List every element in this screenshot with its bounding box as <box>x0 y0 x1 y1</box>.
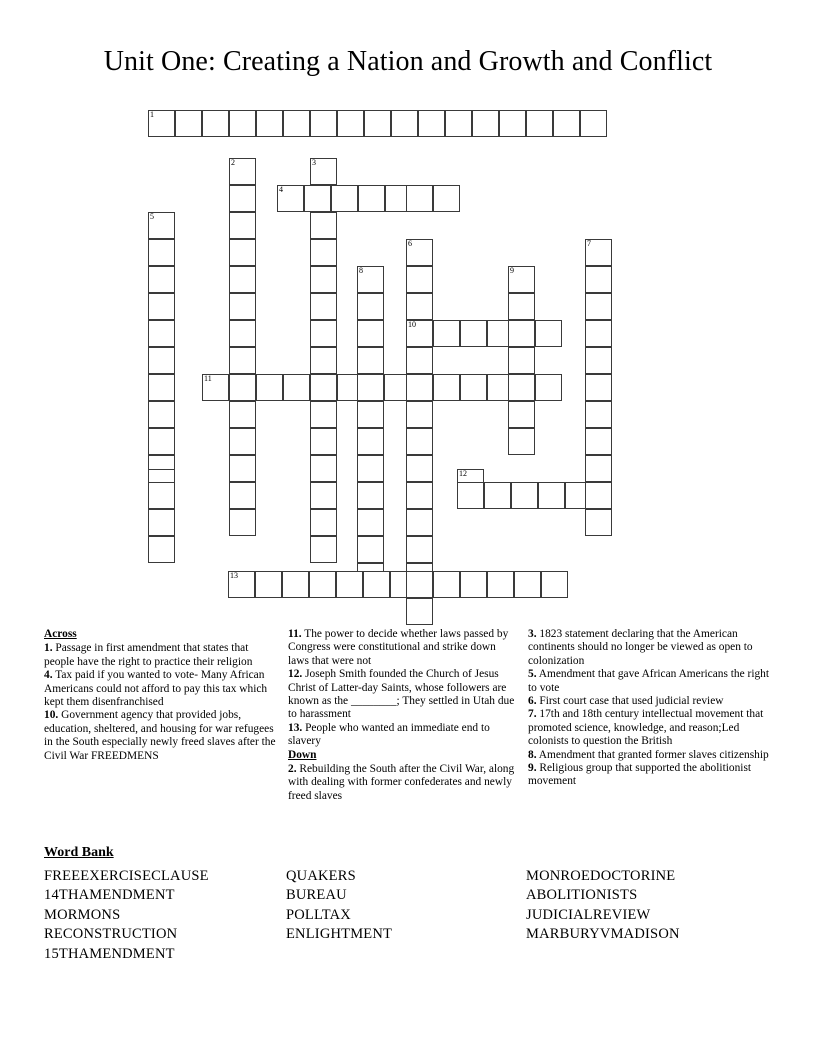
crossword-cell[interactable] <box>310 293 337 320</box>
crossword-cell[interactable] <box>487 571 514 598</box>
crossword-cell[interactable] <box>310 266 337 293</box>
crossword-cell[interactable] <box>508 428 535 455</box>
word-bank-item: 15THAMENDMENT <box>44 945 175 962</box>
word-bank-item: 14THAMENDMENT <box>44 887 175 904</box>
crossword-cell-numbered-3[interactable] <box>310 158 337 185</box>
crossword-cell[interactable] <box>357 374 384 401</box>
crossword-cell[interactable] <box>148 266 175 293</box>
crossword-cell[interactable] <box>406 482 433 509</box>
crossword-cell[interactable] <box>406 455 433 482</box>
crossword-cell[interactable] <box>282 571 309 598</box>
word-bank-item: FREEEXERCISECLAUSE <box>44 868 209 884</box>
word-bank-item: BUREAU <box>286 887 347 904</box>
crossword-cell[interactable] <box>460 374 487 401</box>
crossword-cell[interactable] <box>229 401 256 428</box>
crossword-cell[interactable] <box>310 347 337 374</box>
crossword-cell[interactable] <box>585 401 612 428</box>
crossword-cell[interactable] <box>283 374 310 401</box>
crossword-cell[interactable] <box>406 598 433 625</box>
crossword-cell[interactable] <box>310 509 337 536</box>
crossword-cell[interactable] <box>357 509 384 536</box>
clue-1: 1. Passage in first amendment that states that people have the right to practice their religion <box>44 642 253 668</box>
cell-number-2: 2 <box>231 158 235 167</box>
clues-column-3 <box>528 628 780 789</box>
crossword-cell-numbered-11[interactable] <box>202 374 229 401</box>
clue-number: 7. <box>528 708 537 721</box>
crossword-cell[interactable] <box>304 185 331 212</box>
cell-number-7: 7 <box>587 239 591 248</box>
crossword-cell-numbered-6[interactable] <box>406 239 433 266</box>
crossword-cell[interactable] <box>336 571 363 598</box>
crossword-cell[interactable] <box>357 536 384 563</box>
crossword-cell[interactable] <box>310 320 337 347</box>
word-bank-item: QUAKERS <box>286 868 356 884</box>
clue-number: 13. <box>288 721 303 734</box>
crossword-cell[interactable] <box>526 110 553 137</box>
crossword-cell[interactable] <box>406 401 433 428</box>
crossword-cell[interactable] <box>310 212 337 239</box>
crossword-cell[interactable] <box>514 571 541 598</box>
crossword-cell[interactable] <box>148 482 175 509</box>
word-bank-item: ENLIGHTMENT <box>286 926 393 943</box>
crossword-cell[interactable] <box>418 110 445 137</box>
crossword-cell[interactable] <box>283 110 310 137</box>
cell-number-6: 6 <box>408 239 412 248</box>
crossword-cell[interactable] <box>580 110 607 137</box>
crossword-cell[interactable] <box>229 110 256 137</box>
crossword-cell[interactable] <box>406 347 433 374</box>
crossword-cell-numbered-9[interactable] <box>508 266 535 293</box>
word-bank-item: ABOLITIONISTS <box>526 887 638 904</box>
crossword-cell[interactable] <box>229 320 256 347</box>
crossword-cell[interactable] <box>499 110 526 137</box>
crossword-cell[interactable] <box>445 110 472 137</box>
crossword-cell[interactable] <box>508 401 535 428</box>
word-bank-section <box>44 845 784 987</box>
clue-number: 6. <box>528 695 537 708</box>
crossword-cell[interactable] <box>310 239 337 266</box>
crossword-cell[interactable] <box>585 266 612 293</box>
crossword-cell[interactable] <box>310 401 337 428</box>
cell-number-12: 12 <box>459 469 467 478</box>
crossword-cell[interactable] <box>331 185 358 212</box>
crossword-cell[interactable] <box>229 455 256 482</box>
cell-number-3: 3 <box>312 158 316 167</box>
word-bank-column-1 <box>44 867 209 964</box>
crossword-cell[interactable] <box>229 509 256 536</box>
word-bank-item: POLLTAX <box>286 906 351 923</box>
crossword-cell-numbered-1[interactable] <box>148 110 175 137</box>
crossword-cell-numbered-10[interactable] <box>406 320 433 347</box>
crossword-cell[interactable] <box>511 482 538 509</box>
crossword-cell[interactable] <box>310 455 337 482</box>
crossword-cell[interactable] <box>433 374 460 401</box>
across-heading: Across <box>44 628 77 640</box>
clue-13: 13. People who wanted an immediate end to slavery <box>288 721 490 748</box>
cell-number-11: 11 <box>204 374 212 383</box>
word-bank-heading: Word Bank <box>44 845 114 860</box>
crossword-cell[interactable] <box>538 482 565 509</box>
clue-number: 9. <box>528 762 537 775</box>
crossword-cell-numbered-8[interactable] <box>357 266 384 293</box>
clue-2: 2. Rebuilding the South after the Civil War, along with dealing with former confederates and newly freed slaves <box>288 763 515 802</box>
crossword-cell[interactable] <box>310 482 337 509</box>
clue-6: 6. First court case that used judicial review <box>528 695 724 708</box>
word-bank-column-2 <box>286 867 392 945</box>
crossword-cell[interactable] <box>406 185 433 212</box>
crossword-cell[interactable] <box>357 401 384 428</box>
crossword-cell[interactable] <box>229 293 256 320</box>
cell-number-10: 10 <box>408 320 416 329</box>
crossword-cell[interactable] <box>508 320 535 347</box>
crossword-cell[interactable] <box>310 536 337 563</box>
clues-column-2 <box>288 628 516 803</box>
crossword-cell[interactable] <box>406 571 433 598</box>
crossword-cell[interactable] <box>433 571 460 598</box>
crossword-cell[interactable] <box>433 320 460 347</box>
clue-5: 5. Amendment that gave African Americans the right to vote <box>528 668 770 694</box>
crossword-cell-numbered-5[interactable] <box>148 212 175 239</box>
crossword-cell[interactable] <box>148 536 175 563</box>
crossword-cell[interactable] <box>229 266 256 293</box>
crossword-cell[interactable] <box>406 428 433 455</box>
crossword-cell[interactable] <box>406 536 433 563</box>
crossword-cell[interactable] <box>406 509 433 536</box>
clue-number: 10. <box>44 709 59 722</box>
crossword-cell[interactable] <box>175 110 202 137</box>
crossword-cell[interactable] <box>484 482 511 509</box>
crossword-cell[interactable] <box>229 347 256 374</box>
crossword-cell[interactable] <box>472 110 499 137</box>
crossword-cell[interactable] <box>229 482 256 509</box>
crossword-cell[interactable] <box>148 320 175 347</box>
crossword-cell[interactable] <box>310 374 337 401</box>
clue-10: 10. Government agency that provided jobs, education, sheltered, and housing for war refugees in the South especially newly freed slaves after the Civil War FREEDMENS <box>44 709 276 762</box>
clue-3: 3. 1823 statement declaring that the American continents should no longer be viewed as open to colonization <box>528 628 753 667</box>
crossword-cell[interactable] <box>363 571 390 598</box>
clue-9: 9. Religious group that supported the abolitionist movement <box>528 762 752 788</box>
clues-section <box>44 628 780 828</box>
word-bank-item: JUDICIALREVIEW <box>526 906 651 923</box>
clue-number: 1. <box>44 642 53 655</box>
crossword-cell[interactable] <box>309 571 336 598</box>
crossword-cell[interactable] <box>148 239 175 266</box>
clue-7: 7. 17th and 18th century intellectual movement that promoted science, knowledge, and reason;Led colonists to question the British <box>528 708 764 748</box>
crossword-cell-numbered-7[interactable] <box>585 239 612 266</box>
crossword-cell-numbered-4[interactable] <box>277 185 304 212</box>
clue-number: 8. <box>528 748 537 761</box>
word-bank-column-3 <box>526 867 680 945</box>
clue-number: 3. <box>528 628 537 640</box>
clue-11: 11. The power to decide whether laws passed by Congress were constitutional and strike down laws that were not <box>288 628 509 667</box>
crossword-cell[interactable] <box>585 482 612 509</box>
clue-number: 11. <box>288 628 302 640</box>
crossword-cell[interactable] <box>229 212 256 239</box>
clue-number: 2. <box>288 763 297 776</box>
cell-number-1: 1 <box>150 110 154 119</box>
crossword-cell-numbered-2[interactable] <box>229 158 256 185</box>
crossword-cell[interactable] <box>585 509 612 536</box>
crossword-cell[interactable] <box>585 428 612 455</box>
crossword-cell[interactable] <box>364 110 391 137</box>
cell-number-5: 5 <box>150 212 154 221</box>
clue-8: 8. Amendment that granted former slaves citizenship <box>528 748 769 761</box>
crossword-cell[interactable] <box>541 571 568 598</box>
crossword-cell[interactable] <box>406 293 433 320</box>
crossword-cell[interactable] <box>229 185 256 212</box>
crossword-cell[interactable] <box>433 185 460 212</box>
down-heading: Down <box>288 748 317 761</box>
cell-number-13: 13 <box>230 571 238 580</box>
crossword-cell[interactable] <box>255 571 282 598</box>
crossword-cell[interactable] <box>310 428 337 455</box>
crossword-cell[interactable] <box>357 482 384 509</box>
clue-12: 12. Joseph Smith founded the Church of Jesus Christ of Latter-day Saints, whose followers are known as the ________; They settled in Utah due to harassment <box>288 668 515 721</box>
crossword-cell[interactable] <box>535 320 562 347</box>
crossword-cell[interactable] <box>508 293 535 320</box>
crossword-cell[interactable] <box>357 320 384 347</box>
crossword-cell[interactable] <box>337 110 364 137</box>
crossword-cell-numbered-13[interactable] <box>228 571 255 598</box>
crossword-cell[interactable] <box>148 293 175 320</box>
crossword-cell[interactable] <box>585 374 612 401</box>
clue-number: 12. <box>288 668 303 681</box>
crossword-cell[interactable] <box>508 374 535 401</box>
crossword-cell[interactable] <box>148 374 175 401</box>
page-title: Unit One: Creating a Nation and Growth and Conflict <box>103 46 713 77</box>
crossword-cell[interactable] <box>585 320 612 347</box>
clues-column-1 <box>44 628 280 763</box>
crossword-cell[interactable] <box>406 266 433 293</box>
crossword-cell[interactable] <box>229 428 256 455</box>
cell-number-4: 4 <box>279 185 283 194</box>
crossword-cell[interactable] <box>229 374 256 401</box>
crossword-cell[interactable] <box>357 455 384 482</box>
word-bank-item: MORMONS <box>44 906 121 923</box>
crossword-cell[interactable] <box>585 347 612 374</box>
crossword-cell[interactable] <box>148 509 175 536</box>
crossword-cell[interactable] <box>585 455 612 482</box>
crossword-cell[interactable] <box>460 320 487 347</box>
crossword-cell[interactable] <box>256 374 283 401</box>
crossword-cell[interactable] <box>535 374 562 401</box>
word-bank-item: MARBURYVMADISON <box>526 926 680 943</box>
cell-number-8: 8 <box>359 266 363 275</box>
crossword-cell[interactable] <box>406 374 433 401</box>
crossword-cell[interactable] <box>553 110 580 137</box>
crossword-cell[interactable] <box>148 428 175 455</box>
crossword-cell[interactable] <box>148 401 175 428</box>
crossword-cell[interactable] <box>457 482 484 509</box>
crossword-cell[interactable] <box>256 110 283 137</box>
crossword-cell[interactable] <box>357 428 384 455</box>
crossword-cell[interactable] <box>585 293 612 320</box>
crossword-cell[interactable] <box>148 347 175 374</box>
crossword-cell[interactable] <box>460 571 487 598</box>
clue-number: 4. <box>44 669 53 682</box>
crossword-cell[interactable] <box>391 110 418 137</box>
crossword-cell[interactable] <box>358 185 385 212</box>
clue-4: 4. Tax paid if you wanted to vote- Many African Americans could not afford to pay this tax which kept them disenfranchised <box>44 669 268 709</box>
crossword-cell[interactable] <box>357 293 384 320</box>
cell-number-9: 9 <box>510 266 514 275</box>
crossword-cell[interactable] <box>508 347 535 374</box>
crossword-cell[interactable] <box>357 347 384 374</box>
clue-number: 5. <box>528 668 537 681</box>
crossword-cell[interactable] <box>202 110 229 137</box>
word-bank-item: MONROEDOCTORINE <box>526 868 676 884</box>
crossword-cell[interactable] <box>310 110 337 137</box>
crossword-cell[interactable] <box>229 239 256 266</box>
word-bank-item: RECONSTRUCTION <box>44 926 178 943</box>
